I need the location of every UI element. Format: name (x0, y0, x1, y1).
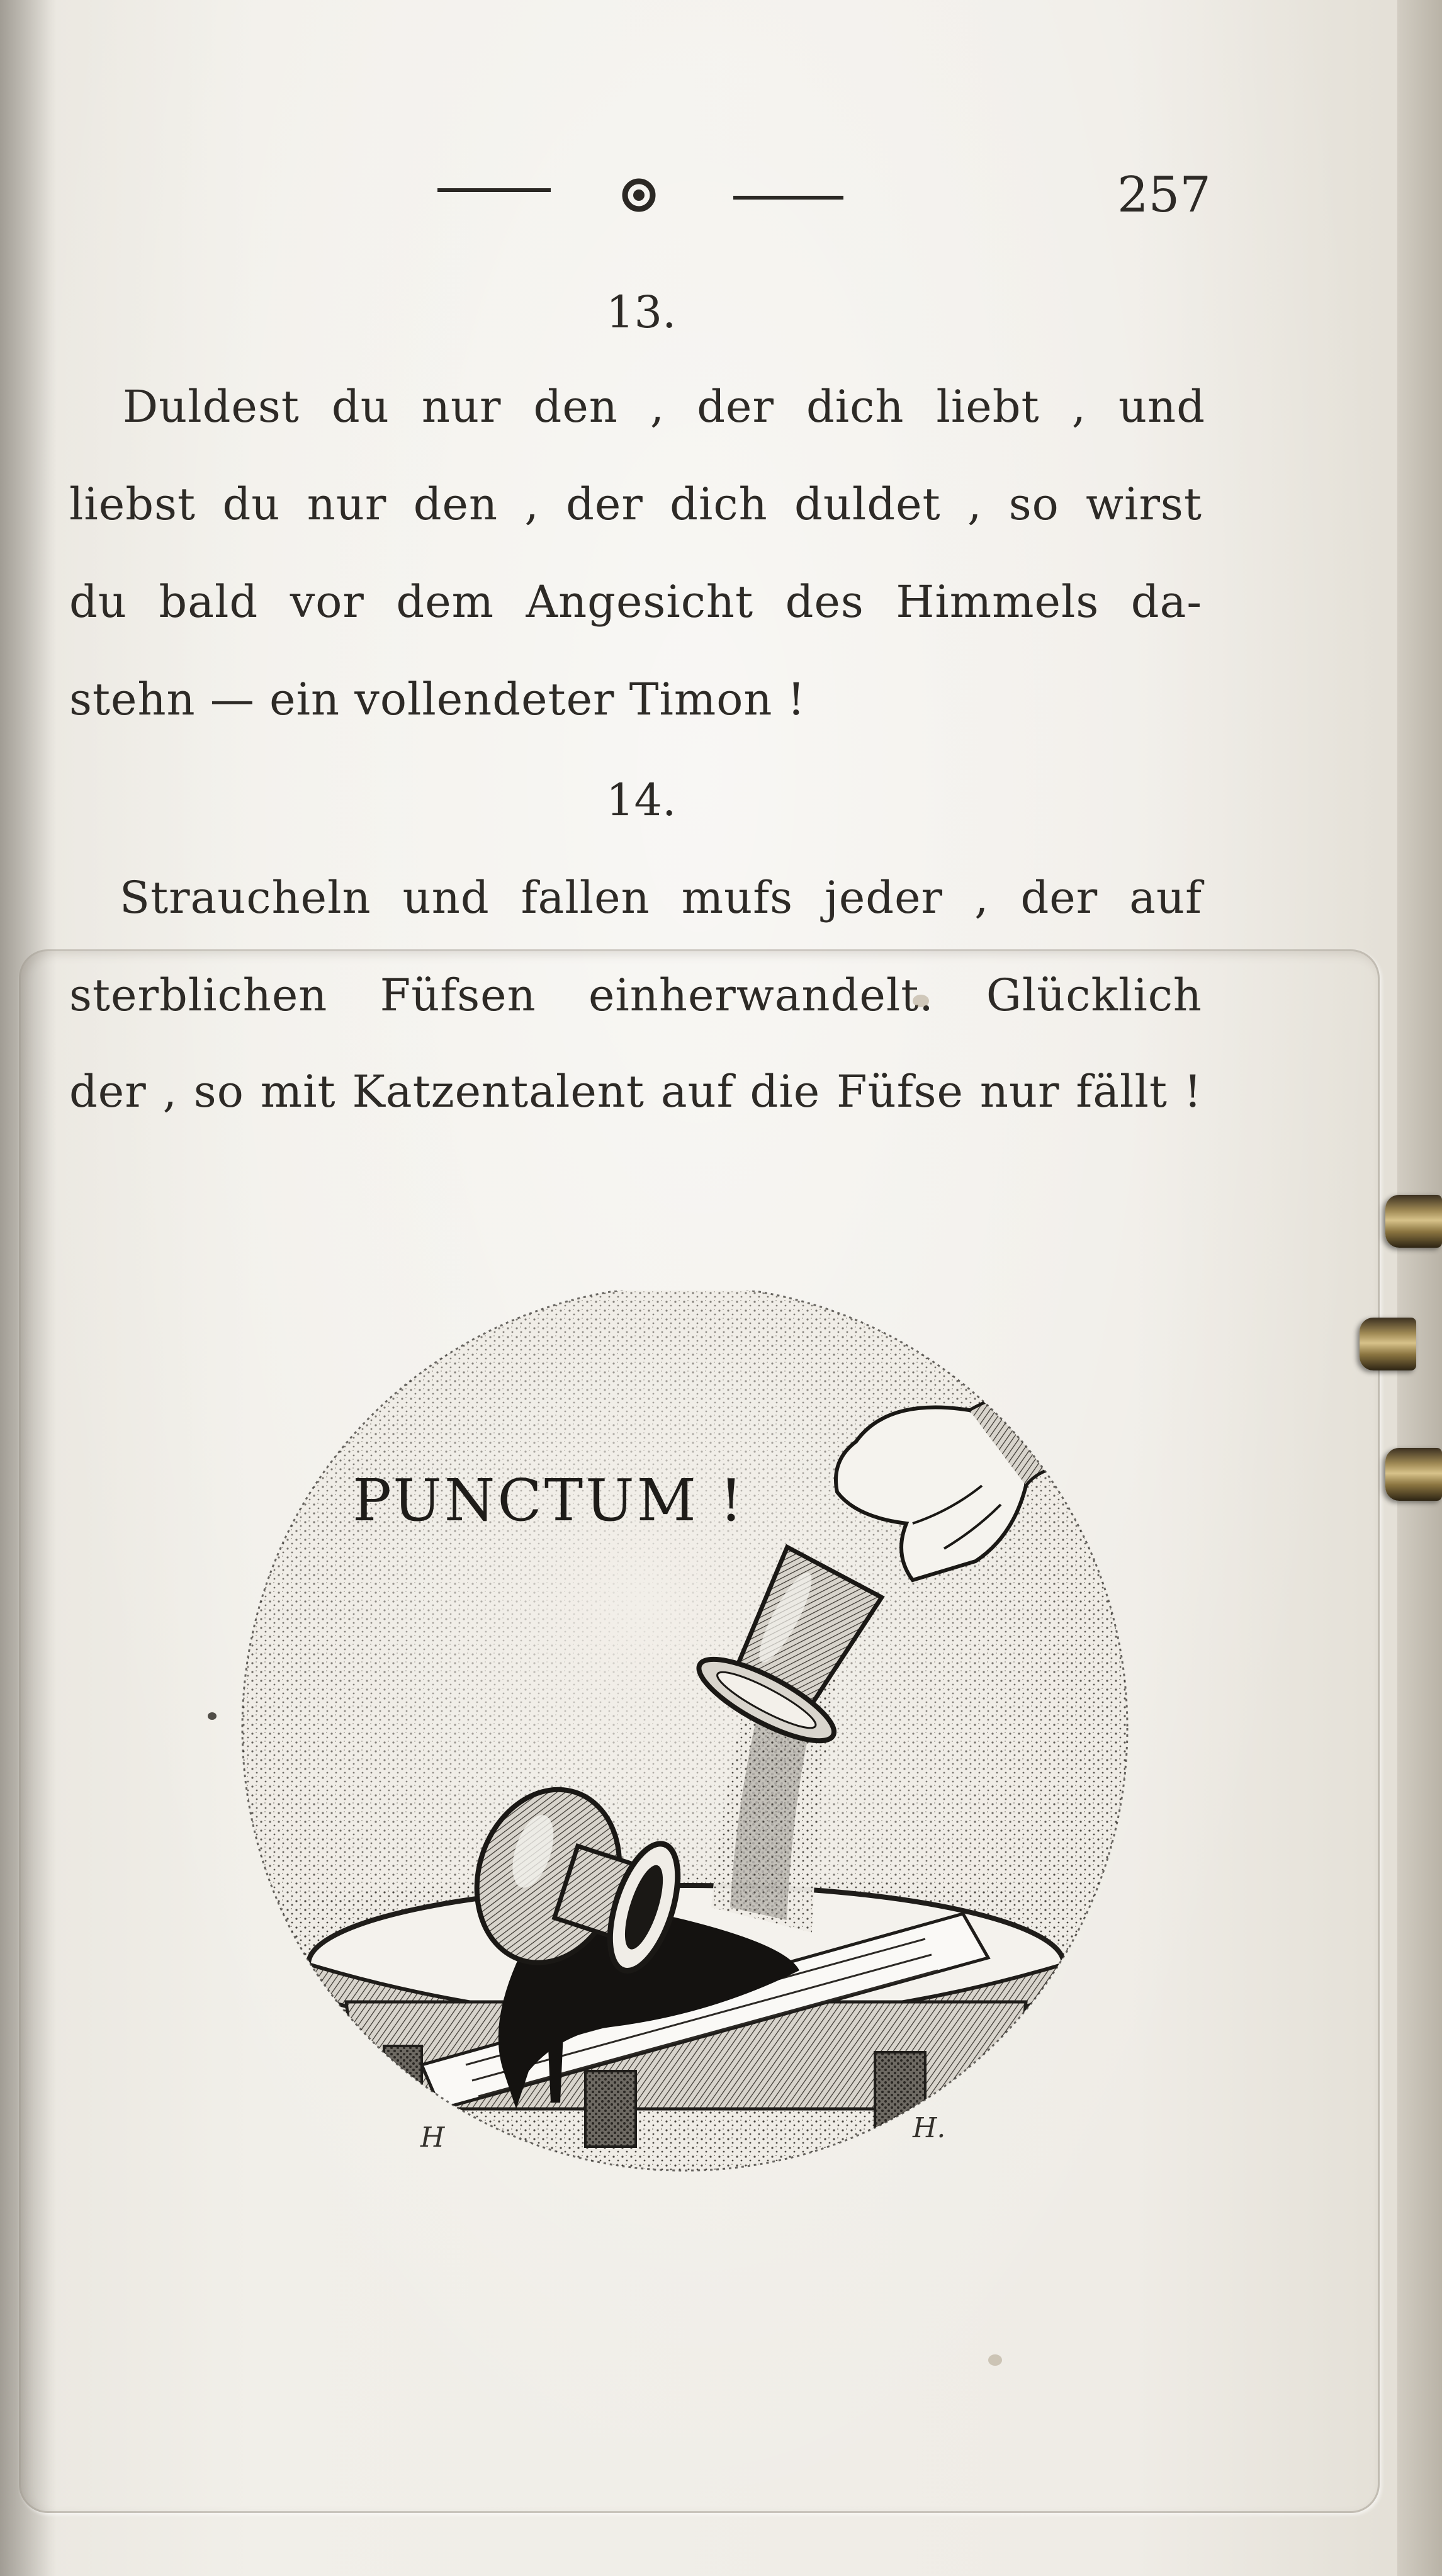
binding-ring (1360, 1318, 1416, 1370)
engraver-mark-right: H. (913, 2112, 946, 2144)
paragraph-13-line-4: stehn — ein vollendeter Timon ! (69, 674, 806, 725)
paragraph-13-line-1: Duldest du nur den , der dich liebt , und (123, 381, 1205, 432)
engraver-mark-left: H (420, 2121, 445, 2154)
section-number-14: 14. (606, 774, 677, 826)
paragraph-13-line-3: du bald vor dem Angesicht des Himmels da- (69, 576, 1202, 628)
foxing-spot (913, 995, 929, 1007)
paragraph-14-line-3: der , so mit Katzentalent auf die Füfse nur fällt ! (69, 1066, 1202, 1117)
engraved-vignette (233, 1291, 1139, 2184)
ink-speck (208, 1712, 217, 1720)
vignette-inscription: PUNCTUM ! (352, 1467, 746, 1534)
binding-ring (1385, 1448, 1442, 1501)
section-number-13: 13. (606, 286, 677, 338)
foxing-spot (988, 2354, 1002, 2366)
paragraph-13-line-2: liebst du nur den , der dich duldet , so wirst (69, 478, 1202, 530)
binding-ring (1385, 1195, 1442, 1248)
table-leg (585, 2071, 636, 2147)
paragraph-14-line-2: sterblichen Füfsen einherwandelt. Glücklich (69, 969, 1202, 1021)
page-number: 257 (1117, 167, 1211, 223)
header-ornament (434, 170, 843, 220)
paragraph-14-line-1: Straucheln und fallen mufs jeder , der auf (120, 872, 1202, 924)
